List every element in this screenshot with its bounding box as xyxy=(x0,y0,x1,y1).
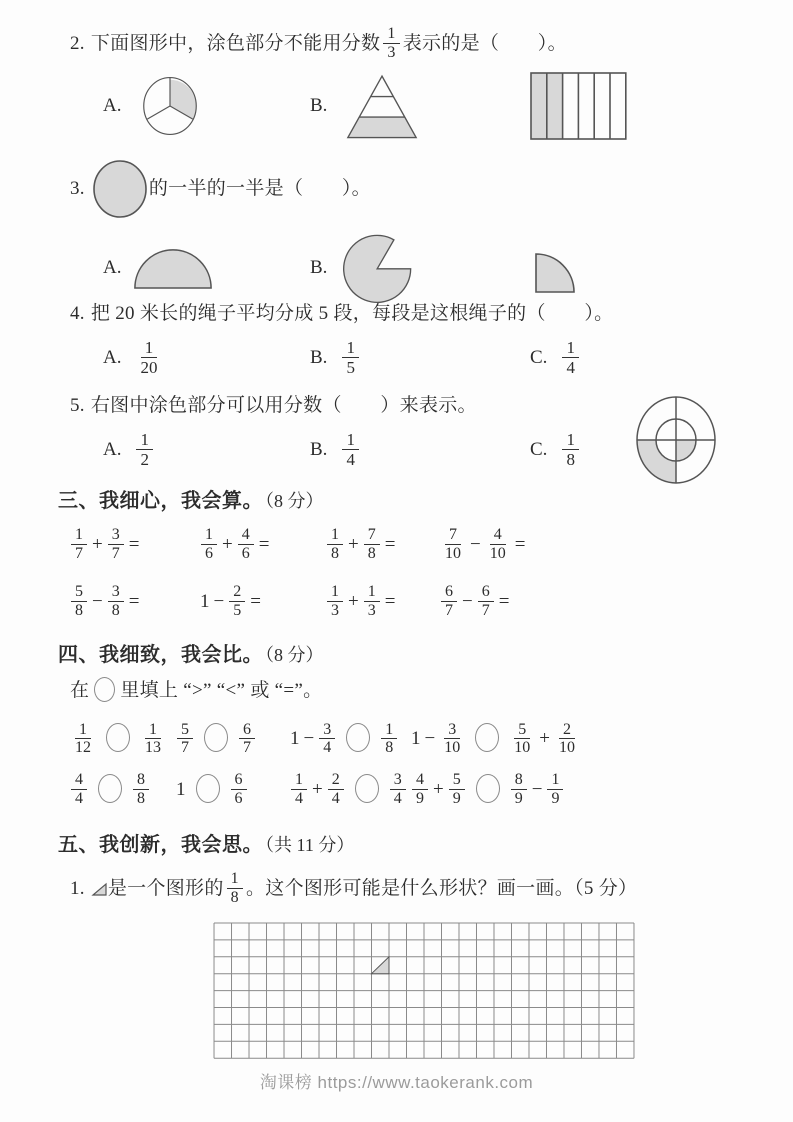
fraction: $\frac{2}{5}$ xyxy=(229,583,245,620)
operator: + xyxy=(539,728,550,750)
math-expression xyxy=(438,527,793,564)
stem-text: 表示的是（ ）。 xyxy=(402,32,567,54)
question-2-stem xyxy=(70,26,793,63)
option-label: B. xyxy=(310,347,328,369)
math-comparison xyxy=(409,722,793,759)
half-circle-figure xyxy=(133,246,213,290)
option-b xyxy=(310,339,530,378)
section-3-header xyxy=(58,484,793,513)
question-5 xyxy=(0,392,793,470)
option-label: C. xyxy=(530,439,548,461)
option-label: A. xyxy=(103,257,122,278)
quarter-circle-figure xyxy=(530,240,580,296)
fraction: $\frac{3}{7}$ xyxy=(108,526,124,563)
fraction: $\frac{1}{8}$ xyxy=(562,430,579,469)
option-c xyxy=(530,431,582,470)
section-score: （共 11 分） xyxy=(265,835,355,855)
comparison-blank-circle xyxy=(355,774,379,803)
operator: − xyxy=(531,779,543,801)
operator: + xyxy=(348,533,359,555)
operator: + xyxy=(348,590,359,612)
question-4-stem xyxy=(70,300,793,329)
option-label: A. xyxy=(103,439,122,461)
blank-circle xyxy=(94,677,115,702)
operator: = xyxy=(514,533,526,555)
section-4-instruction xyxy=(70,677,793,706)
comparison-blank-circle xyxy=(475,723,499,752)
fraction: $\frac{5}{8}$ xyxy=(71,583,87,620)
fraction: $\frac{1}{4}$ xyxy=(342,430,359,469)
fraction: $\frac{3}{4}$ xyxy=(390,771,406,808)
option-label: B. xyxy=(310,257,328,278)
operator: = xyxy=(258,533,270,555)
math-expression xyxy=(68,527,198,564)
question-number: 3. xyxy=(70,177,85,199)
section-5-header xyxy=(58,828,793,857)
footer-watermark: 淘课榜 https://www.taokerank.com xyxy=(259,1073,534,1092)
operator: − xyxy=(92,590,103,612)
fraction: $\frac{1}{13}$ xyxy=(145,720,161,757)
question-number: 4. xyxy=(70,303,85,324)
three-quarter-circle-figure xyxy=(339,232,417,304)
fraction: $\frac{6}{7}$ xyxy=(478,583,494,620)
option-c xyxy=(530,240,580,296)
section-5-q1 xyxy=(70,871,793,908)
stem-text: 是一个图形的 xyxy=(107,877,224,899)
operator: − xyxy=(462,590,473,612)
section-4-comparison xyxy=(0,638,793,809)
question-number: 2. xyxy=(70,32,85,54)
option-label: A. xyxy=(103,347,122,369)
operator: = xyxy=(128,533,140,555)
section-title: 五、我创新，我会思。 xyxy=(58,834,263,856)
question-number: 5. xyxy=(70,395,85,416)
comparison-blank-circle xyxy=(196,774,220,803)
fraction-one-third: $\frac{1}{3}$ xyxy=(383,25,399,62)
math-expression xyxy=(198,584,324,621)
fraction: $\frac{6}{7}$ xyxy=(239,721,255,758)
fraction: $\frac{1}{4}$ xyxy=(291,771,307,808)
math-expression xyxy=(324,584,438,621)
operator: = xyxy=(384,590,396,612)
operator: − xyxy=(303,728,315,750)
fraction: $\frac{3}{4}$ xyxy=(319,721,335,758)
shaded-circle-figure xyxy=(91,160,149,218)
fraction: $\frac{8}{9}$ xyxy=(511,771,527,808)
option-c xyxy=(530,339,582,378)
question-2-options xyxy=(103,71,793,141)
fraction: $\frac{1}{8}$ xyxy=(327,526,343,563)
fraction: $\frac{1}{6}$ xyxy=(201,526,217,563)
math-comparison xyxy=(288,722,409,759)
stem-text: 把 20 米长的绳子平均分成 5 段，每段是这根绳子的（ ）。 xyxy=(90,303,614,324)
number: 1 xyxy=(176,779,186,801)
option-b xyxy=(310,431,530,470)
option-c xyxy=(530,71,627,141)
drawing-grid xyxy=(213,922,793,1059)
number: 1 xyxy=(411,728,421,750)
fraction-one-eighth: $\frac{1}{8}$ xyxy=(227,870,243,907)
section-title: 四、我细致，我会比。 xyxy=(58,644,263,666)
fraction: $\frac{1}{9}$ xyxy=(547,771,563,808)
math-comparison xyxy=(68,772,174,809)
fraction: $\frac{1}{3}$ xyxy=(364,583,380,620)
fraction: $\frac{4}{10}$ xyxy=(489,526,506,562)
math-expression xyxy=(438,584,793,621)
option-label: C. xyxy=(530,347,548,369)
option-a xyxy=(103,339,310,378)
fraction: $\frac{5}{10}$ xyxy=(514,720,531,757)
fraction: $\frac{4}{9}$ xyxy=(412,771,428,808)
fraction: $\frac{2}{4}$ xyxy=(328,771,344,808)
stem-text: 下面图形中，涂色部分不能用分数 xyxy=(90,32,381,54)
question-number: 1. xyxy=(70,877,85,899)
math-comparison xyxy=(174,722,288,759)
comparison-blank-circle xyxy=(346,723,370,752)
math-expression xyxy=(198,527,324,564)
question-3 xyxy=(0,160,793,304)
rectangle-sixths-figure xyxy=(530,71,627,141)
comparison-blank-circle xyxy=(106,723,130,752)
math-expression xyxy=(324,527,438,564)
option-label: B. xyxy=(310,94,328,116)
option-label: A. xyxy=(103,94,122,116)
section-score: （8 分） xyxy=(265,645,324,665)
question-3-options xyxy=(103,232,793,304)
math-comparison xyxy=(68,722,174,759)
comparison-blank-circle xyxy=(98,774,122,803)
math-comparison xyxy=(174,772,288,809)
fraction: $\frac{8}{8}$ xyxy=(133,771,149,808)
fraction: $\frac{1}{5}$ xyxy=(342,338,359,377)
fraction: $\frac{5}{7}$ xyxy=(177,721,193,758)
question-4-options xyxy=(103,339,793,378)
operator: = xyxy=(128,590,140,612)
option-b xyxy=(310,71,530,141)
fraction: $\frac{1}{3}$ xyxy=(327,583,343,620)
section-4-header xyxy=(58,638,793,667)
math-expression xyxy=(68,584,198,621)
fraction: $\frac{1}{20}$ xyxy=(140,337,158,377)
operator: − xyxy=(424,728,436,750)
grid-svg xyxy=(213,922,635,1059)
fraction: $\frac{3}{8}$ xyxy=(108,583,124,620)
comparison-blank-circle xyxy=(204,723,228,752)
option-a xyxy=(103,431,310,470)
instruction-text: 里填上 “>” “<” 或 “=”。 xyxy=(120,680,323,701)
operator: = xyxy=(498,590,510,612)
fraction: $\frac{1}{8}$ xyxy=(381,721,397,758)
concentric-circles-figure xyxy=(633,394,719,486)
section-title: 三、我细心，我会算。 xyxy=(58,490,263,512)
stem-text: 。这个图形可能是什么形状？画一画。（5 分） xyxy=(245,877,638,899)
fraction: $\frac{4}{4}$ xyxy=(71,771,87,808)
operator: = xyxy=(250,590,261,612)
fraction: $\frac{7}{10}$ xyxy=(445,526,461,562)
section-3-calculation xyxy=(0,484,793,621)
section-5-thinking xyxy=(0,828,793,1059)
operator: − xyxy=(213,590,225,612)
stem-text: 右图中涂色部分可以用分数（ ）来表示。 xyxy=(90,395,477,416)
operator: + xyxy=(433,779,444,801)
fraction: $\frac{2}{10}$ xyxy=(558,720,575,757)
operator: = xyxy=(384,533,396,555)
fraction: $\frac{1}{7}$ xyxy=(71,526,87,563)
operator: + xyxy=(312,779,323,801)
option-a xyxy=(103,246,310,290)
fraction: $\frac{5}{9}$ xyxy=(449,771,465,808)
fraction: $\frac{7}{8}$ xyxy=(364,526,380,563)
fraction: $\frac{6}{7}$ xyxy=(441,583,457,620)
stem-text: 的一半的一半是（ ）。 xyxy=(148,177,371,199)
fraction: $\frac{1}{4}$ xyxy=(562,338,579,377)
section-score: （8 分） xyxy=(265,491,324,511)
small-triangle-icon xyxy=(91,882,108,897)
fraction: $\frac{4}{6}$ xyxy=(238,526,254,563)
comparison-problems xyxy=(68,722,793,810)
option-b xyxy=(310,232,530,304)
question-2 xyxy=(0,26,793,141)
operator: − xyxy=(470,533,481,555)
triangle-thirds-figure xyxy=(339,71,425,141)
circle-thirds-figure xyxy=(133,71,207,141)
fraction: $\frac{3}{10}$ xyxy=(444,720,461,757)
number: 1 xyxy=(200,590,210,612)
fraction: $\frac{1}{12}$ xyxy=(75,720,91,757)
math-comparison xyxy=(409,772,793,809)
operator: + xyxy=(222,533,233,555)
option-label: B. xyxy=(310,439,328,461)
number: 1 xyxy=(290,728,300,750)
math-comparison xyxy=(288,772,409,809)
option-a xyxy=(103,71,310,141)
fraction: $\frac{1}{2}$ xyxy=(136,430,153,469)
fraction: $\frac{6}{6}$ xyxy=(231,771,247,808)
calculation-problems xyxy=(68,527,793,621)
operator: + xyxy=(92,533,103,555)
question-4 xyxy=(0,300,793,378)
instruction-text: 在 xyxy=(70,680,90,701)
question-3-stem xyxy=(70,160,793,218)
comparison-blank-circle xyxy=(476,774,500,803)
